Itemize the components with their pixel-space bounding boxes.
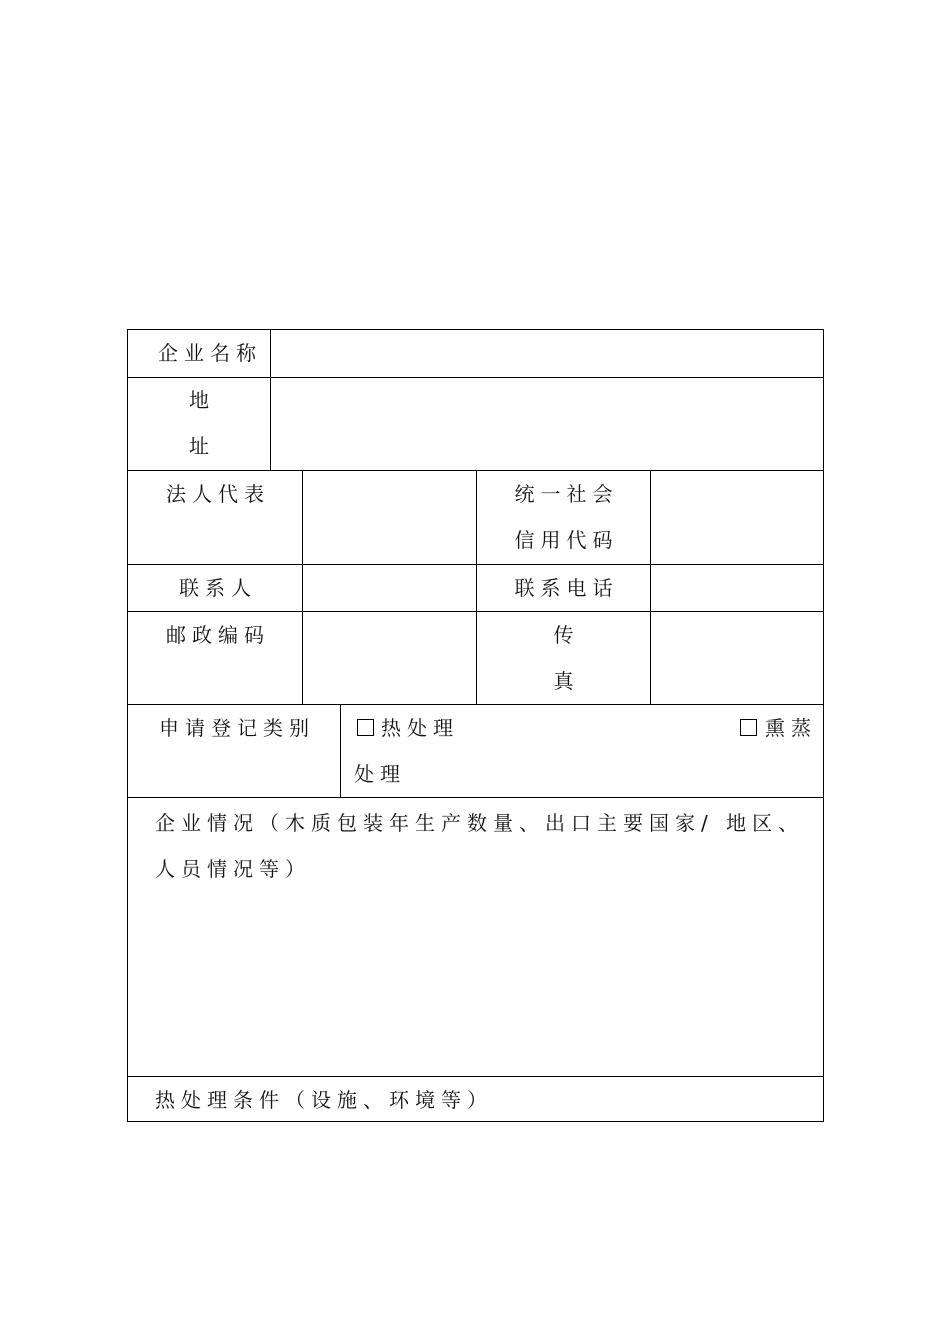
contact-label (128, 565, 308, 611)
fax-label (477, 612, 656, 704)
postal-code-field[interactable] (303, 612, 476, 704)
heat-treatment-option-label: 热处理 (381, 716, 459, 740)
address-field[interactable] (271, 378, 823, 470)
contact-label-text: 联系人 (179, 576, 257, 600)
legal-rep-field[interactable] (303, 471, 476, 564)
category-label-text: 申请登记类别 (159, 716, 315, 740)
address-label-line: 地 (189, 388, 215, 412)
legal-rep-label-text: 法人代表 (166, 482, 270, 506)
postal-code-label (128, 612, 308, 658)
registration-form (127, 329, 824, 1122)
fumigation-checkbox[interactable] (740, 719, 757, 736)
legal-rep-label (128, 471, 308, 517)
credit-code-label (477, 471, 656, 563)
credit-code-label-line: 信用代码 (514, 528, 619, 552)
credit-code-label-line: 统一社会 (514, 482, 619, 506)
postal-code-label-text: 邮政编码 (166, 623, 270, 647)
fax-label-line: 真 (553, 669, 580, 693)
fumigation-option-label-continued: 处理 (354, 762, 406, 786)
address-label-line: 址 (189, 434, 215, 458)
company-info-label: 企业情况（木质包装年生产数量、出口主要国家/ 地区、人员情况等） (155, 811, 805, 881)
category-label (128, 705, 346, 751)
fumigation-option-label: 熏蒸 (765, 716, 817, 740)
address-label (128, 377, 276, 469)
phone-field[interactable] (651, 565, 823, 611)
contact-field[interactable] (303, 565, 476, 611)
fax-label-line: 传 (553, 623, 580, 647)
company-name-field[interactable] (271, 330, 823, 377)
row-divider (128, 797, 823, 798)
company-info-field[interactable] (128, 892, 823, 1076)
phone-label-text: 联系电话 (514, 576, 619, 600)
heat-conditions-label: 热处理条件（设施、环境等） (155, 1088, 493, 1112)
credit-code-field[interactable] (651, 471, 823, 564)
fax-field[interactable] (651, 612, 823, 704)
phone-label (477, 565, 656, 611)
heat-treatment-checkbox[interactable] (357, 719, 374, 736)
company-name-label: 企业名称 (158, 341, 262, 365)
